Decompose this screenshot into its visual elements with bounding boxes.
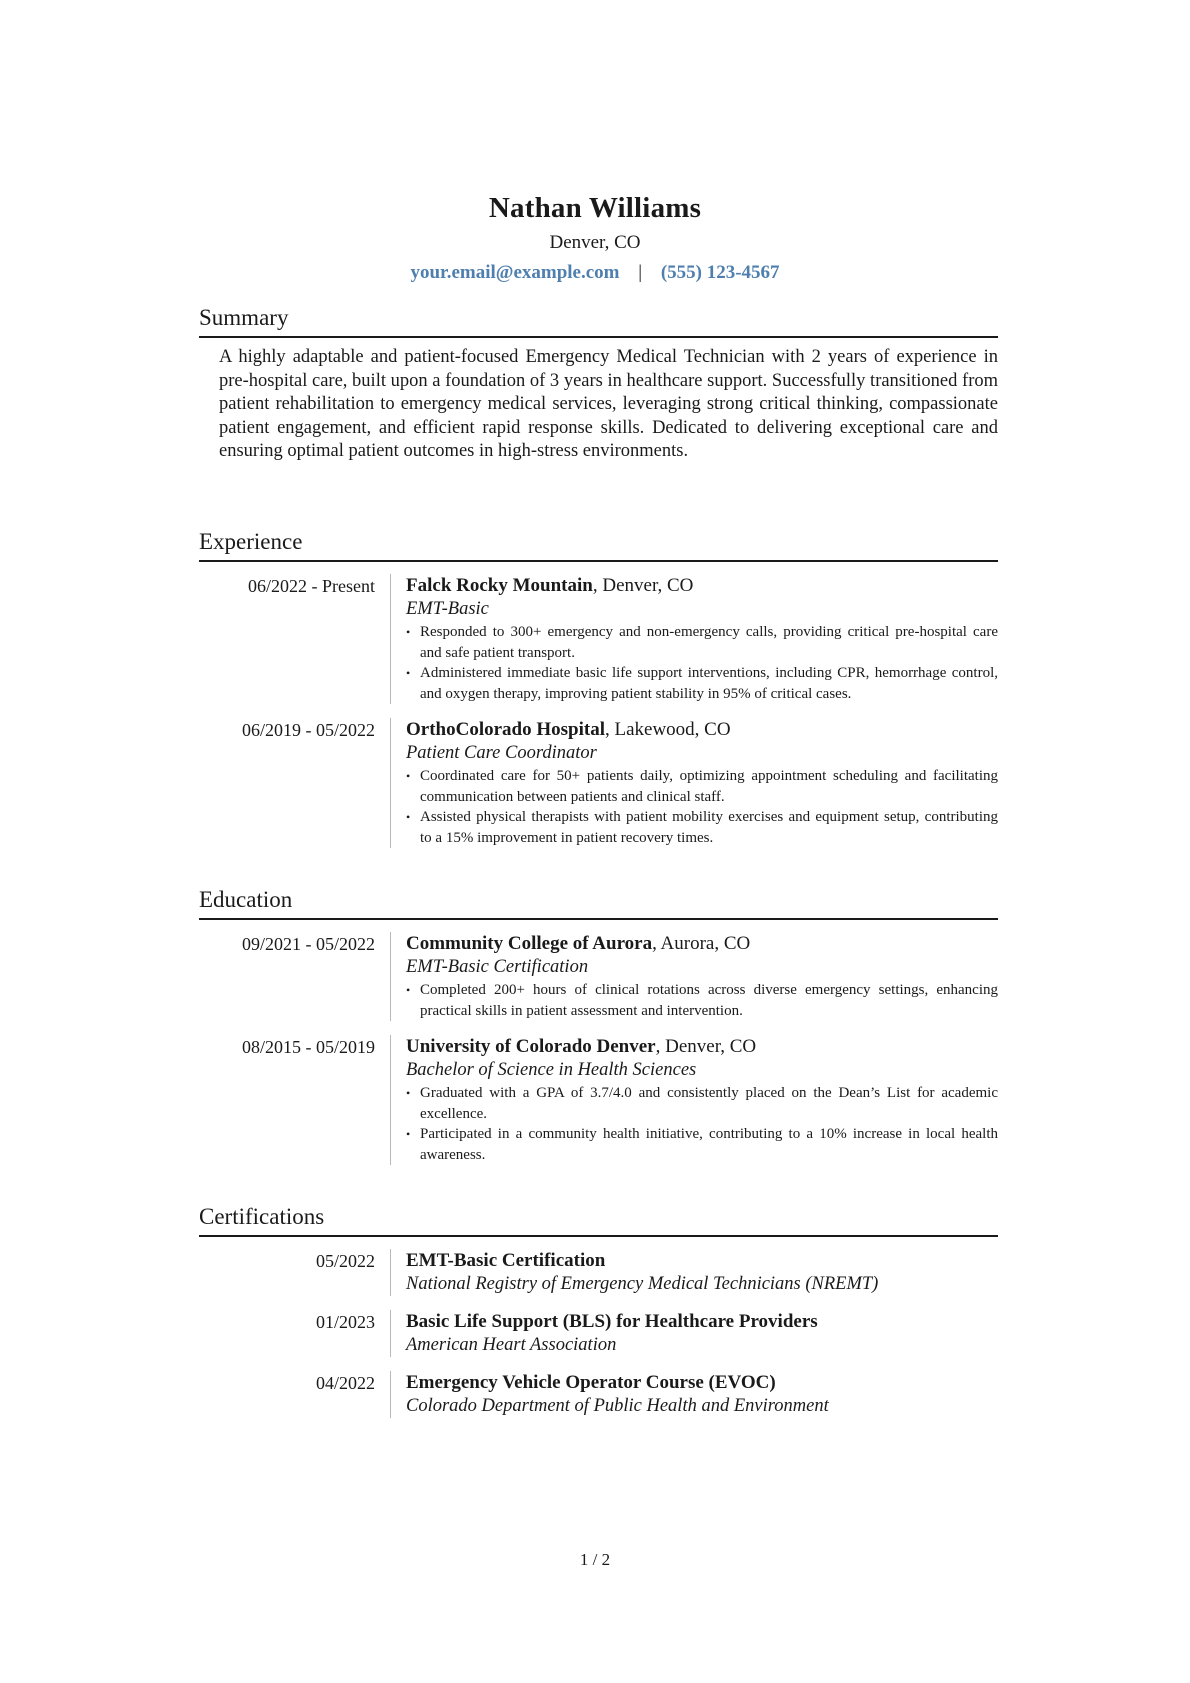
entry-body xyxy=(390,1371,998,1418)
candidate-location: Denver, CO xyxy=(549,232,641,253)
education-entry xyxy=(199,932,998,1021)
entry-date: 08/2015 - 05/2019 xyxy=(242,1037,375,1057)
certifications-section xyxy=(199,1202,998,1418)
education-entry xyxy=(199,1035,998,1165)
institution-name: University of Colorado Denver xyxy=(406,1036,656,1057)
certification-name: Basic Life Support (BLS) for Healthcare Providers xyxy=(406,1311,818,1332)
bullet-item: • Assisted physical therapists with patient mobility exercises and equipment setup, contributing to a 15% improvement in patient recovery times. xyxy=(406,807,998,848)
entry-body xyxy=(390,574,998,704)
entry-date: 09/2021 - 05/2022 xyxy=(242,934,375,954)
job-title: EMT-Basic xyxy=(406,599,489,619)
summary-section xyxy=(199,303,998,464)
experience-section xyxy=(199,527,998,848)
certification-name: EMT-Basic Certification xyxy=(406,1250,606,1271)
bullet-item: • Completed 200+ hours of clinical rotations across diverse emergency settings, enhancing practical skills in patient assessment and intervention. xyxy=(406,980,998,1021)
bullet-item: • Coordinated care for 50+ patients daily, optimizing appointment scheduling and facilitating communication between patients and clinical staff. xyxy=(406,766,998,807)
entry-heading xyxy=(406,718,998,742)
entry-heading xyxy=(406,1249,998,1273)
bullet-list xyxy=(406,1083,998,1165)
resume-header xyxy=(0,190,1190,286)
bullet-item: • Graduated with a GPA of 3.7/4.0 and consistently placed on the Dean’s List for academic excellence. xyxy=(406,1083,998,1124)
entry-body xyxy=(390,932,998,1021)
employer-name: OrthoColorado Hospital xyxy=(406,719,605,740)
entry-body xyxy=(390,1310,998,1357)
institution-location: , Denver, CO xyxy=(655,1036,757,1057)
institution-location: , Aurora, CO xyxy=(652,933,751,954)
bullet-list xyxy=(406,622,998,704)
degree-title: Bachelor of Science in Health Sciences xyxy=(406,1060,697,1080)
employer-location: , Denver, CO xyxy=(592,575,694,596)
certification-entry xyxy=(199,1371,998,1418)
certification-issuer: National Registry of Emergency Medical Technicians (NREMT) xyxy=(406,1274,879,1294)
section-title-certifications: Certifications xyxy=(199,1202,998,1237)
job-title: Patient Care Coordinator xyxy=(406,743,597,763)
email-link[interactable]: your.email@example.com xyxy=(410,262,620,283)
experience-entry xyxy=(199,574,998,704)
entry-date: 06/2019 - 05/2022 xyxy=(242,720,375,740)
employer-location: , Lakewood, CO xyxy=(604,719,731,740)
entry-date: 01/2023 xyxy=(315,1312,375,1332)
institution-name: Community College of Aurora xyxy=(406,933,653,954)
entry-heading xyxy=(406,1371,998,1395)
certification-entry xyxy=(199,1249,998,1296)
section-title-education: Education xyxy=(199,885,998,920)
section-title-experience: Experience xyxy=(199,527,998,562)
entry-body xyxy=(390,1249,998,1296)
entry-heading xyxy=(406,932,998,956)
candidate-name: Nathan Williams xyxy=(488,192,702,224)
certification-issuer: American Heart Association xyxy=(406,1335,617,1355)
degree-title: EMT-Basic Certification xyxy=(406,957,589,977)
education-section xyxy=(199,885,998,1165)
section-title-summary: Summary xyxy=(199,303,998,338)
experience-entry xyxy=(199,718,998,848)
certification-issuer: Colorado Department of Public Health and Environment xyxy=(406,1396,829,1416)
entry-body xyxy=(390,718,998,848)
entry-heading xyxy=(406,1310,998,1334)
entry-date: 04/2022 xyxy=(315,1373,375,1393)
contact-separator: | xyxy=(638,262,643,283)
bullet-item: • Participated in a community health initiative, contributing to a 10% increase in local health awareness. xyxy=(406,1124,998,1165)
certification-name: Emergency Vehicle Operator Course (EVOC) xyxy=(406,1372,776,1393)
page-indicator: 1 / 2 xyxy=(579,1550,611,1569)
bullet-list xyxy=(406,980,998,1021)
entry-date: 05/2022 xyxy=(315,1251,375,1271)
phone-link[interactable]: (555) 123-4567 xyxy=(660,262,780,283)
entry-body xyxy=(390,1035,998,1165)
entry-heading xyxy=(406,1035,998,1059)
bullet-item: • Administered immediate basic life support interventions, including CPR, hemorrhage control, and oxygen therapy, improving patient stability in 95% of critical cases. xyxy=(406,663,998,704)
certification-entry xyxy=(199,1310,998,1357)
entry-heading xyxy=(406,574,998,598)
contact-line xyxy=(0,260,1190,286)
bullet-item: • Responded to 300+ emergency and non-emergency calls, providing critical pre-hospital care and safe patient transport. xyxy=(406,622,998,663)
summary-text: A highly adaptable and patient-focused Emergency Medical Technician with 2 years of experience in pre-hospital care, built upon a foundation of 3 years in healthcare support. Successfully transitioned from patient rehabilitation to emergency medical services, leveraging strong critical thinking, compassionate patient engagement, and efficient rapid response skills. Dedicated to delivering exceptional care and ensuring optimal patient outcomes in high-stress environments. xyxy=(219,347,998,461)
employer-name: Falck Rocky Mountain xyxy=(406,575,593,596)
entry-date: 06/2022 - Present xyxy=(248,576,375,596)
bullet-list xyxy=(406,766,998,848)
